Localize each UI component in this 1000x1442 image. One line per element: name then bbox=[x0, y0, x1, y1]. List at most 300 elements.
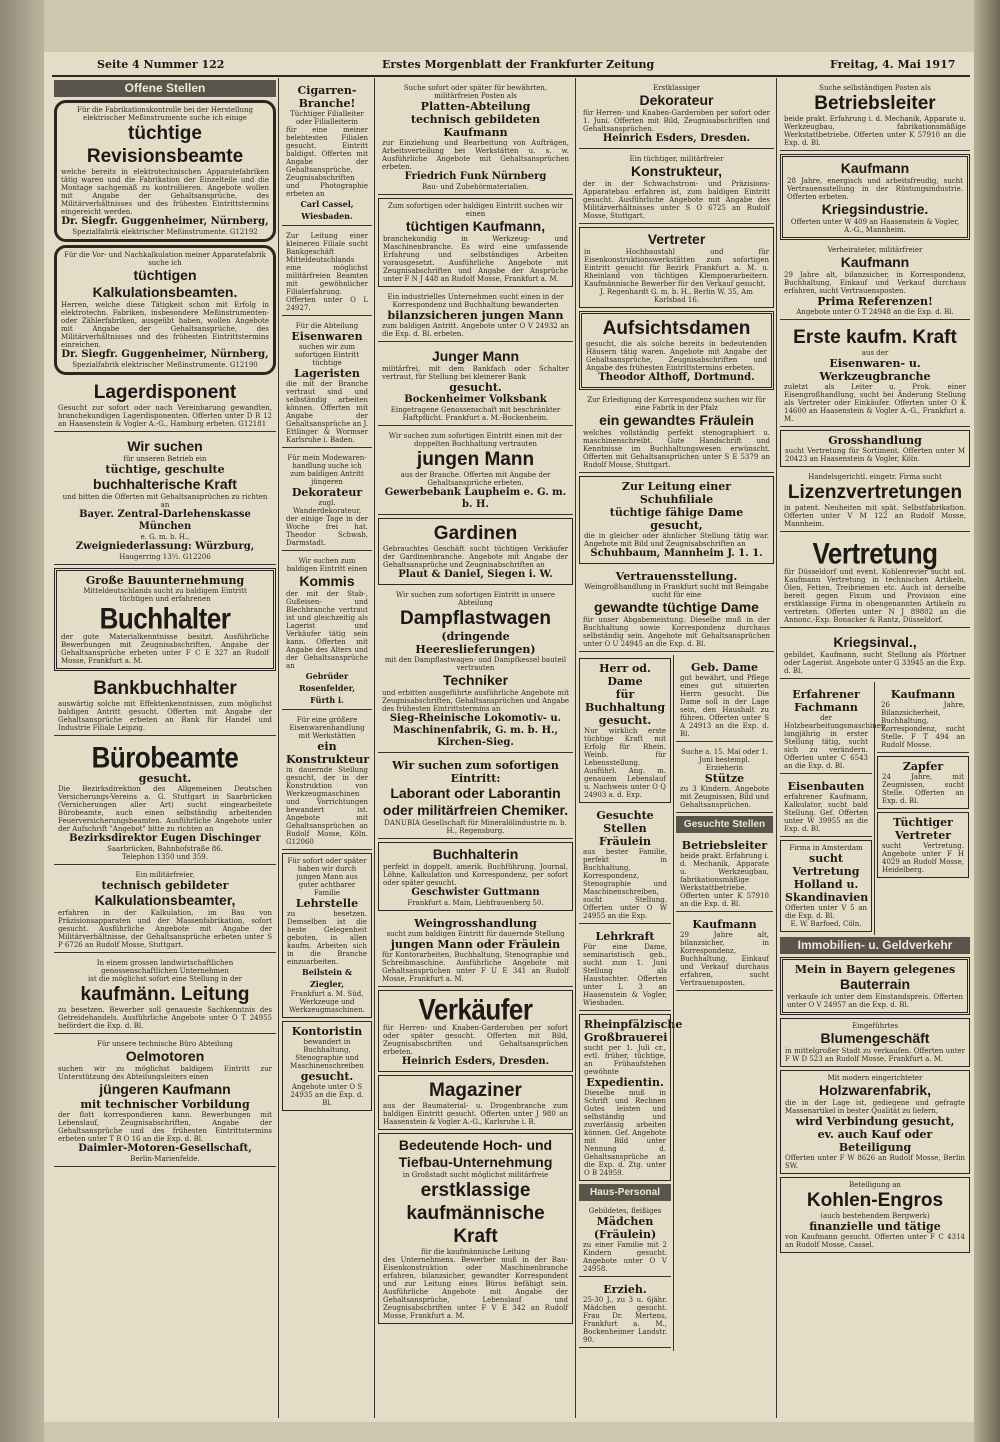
ad-signature: Plaut & Daniel, Siegen i. W. bbox=[398, 569, 553, 580]
ad-body: für Düsseldorf und event. Kohlenrevier sucht sol. Kaufmann Vertretung in technischen Artikeln, Ölen, Fetten, Treibriemen etc. Auch ist derselbe bereit gegen Fixum und Provision eine erstklassige Firma in obengenannten Artikeln zu vertreten. Offerten unter N J 89802 an die Annonc.-Exp. Bonacker & Rantz, Düsseldorf. bbox=[784, 568, 966, 624]
ad-intro: In einem grossen landwirtschaftlichen genossenschaftlichen Unternehmen bbox=[96, 959, 234, 975]
ad-title: oder militärfreien Chemiker. bbox=[382, 802, 569, 818]
ad-subline: ev. auch Kauf oder Beteiligung bbox=[817, 1128, 933, 1154]
ad-grossbrauerei bbox=[579, 1014, 683, 1181]
ad-vertrauensstellung bbox=[579, 567, 774, 652]
ad-body: aus der Branche. Offerten mit Angabe der Gehaltsansprüche erbeten. bbox=[400, 471, 551, 487]
ad-intro: Wir suchen zum sofortigen Eintritt in unsere Abteilung bbox=[395, 591, 556, 607]
ad-title: erstklassige kaufmännische Kraft bbox=[406, 1180, 545, 1247]
ad-zapfer bbox=[877, 756, 969, 809]
ad-signature: Gebrüder Rosenfelder, Fürth i. bbox=[298, 671, 356, 705]
ad-intro: Firma in Amsterdam bbox=[789, 844, 863, 852]
ad-body: die in gleicher oder ähnlicher Stellung tätig war. Angebote mit Bild und Zeugnisabschriften an bbox=[584, 532, 769, 548]
ad-body: 24 Jahre, mit Zeugnissen, sucht Stelle. Offerten an Exp. d. Bl. bbox=[882, 773, 964, 805]
ad-title: Kriegsindustrie. bbox=[821, 201, 929, 217]
ad-kriegsinvalide bbox=[780, 631, 970, 679]
ad-intro: Für die Fabrikationskontrolle bei der Herstellung elektrischer Meßinstrumente suche ich einige bbox=[76, 106, 253, 122]
ad-title: Betriebsleiter bbox=[681, 839, 768, 852]
ad-title: gewandte tüchtige Dame bbox=[594, 599, 759, 615]
ad-jungen-mann bbox=[378, 429, 573, 515]
ad-title: Geb. Dame bbox=[690, 661, 759, 674]
ad-title: Grosshandlung bbox=[828, 434, 922, 447]
ad-title: Verkäufer bbox=[418, 991, 533, 1027]
ad-title: Buchhalter bbox=[99, 600, 231, 636]
ad-title: Lehrkraft bbox=[595, 930, 655, 943]
ad-intro: Beteiligung an bbox=[849, 1181, 901, 1189]
ad-title: Mädchen (Fräulein) bbox=[593, 1215, 657, 1241]
ad-body: die in der Lage ist, gediegene und gefragte Massenartikel in bester Qualität zu liefern, bbox=[785, 1099, 965, 1115]
ad-body: in Hochbaustahl und für Eisenkonstruktionswerkstätten zum sofortigen Eintritt gesucht für Bezirk Frankfurt a. M. u. Rheinland von tüchtigen Klempnerarbeitern. Kaufmännische Bewerber für den Verkauf gesucht. bbox=[584, 248, 769, 288]
ad-title: Lageristen bbox=[294, 367, 360, 380]
ad-body: sucht Vertretung. Angebote unter F H 4029 an Rudolf Mosse, Heidelberg. bbox=[882, 842, 964, 874]
ad-title: tüchtige fähige Dame gesucht, bbox=[609, 506, 744, 532]
header-page-number: Seite 4 Nummer 122 bbox=[97, 58, 225, 71]
ad-signature: Theodor Althoff, Dortmund. bbox=[598, 372, 755, 383]
ad-address: Berlin-Marienfelde. bbox=[130, 1155, 200, 1163]
ad-body: aus der Baumaterial- u. Drogenbranche zum baldigen Eintritt gesucht. Offerten unter J 980 an Haasenstein & Vogler A.-G., Karlsruhe i. B. bbox=[383, 1102, 568, 1126]
ad-magaziner bbox=[378, 1075, 573, 1130]
ad-body: verkaufe ich unter dem Einstandspreis. Offerten unter O V 24957 an die Exp. d. Bl. bbox=[787, 993, 963, 1009]
ad-body: welche bereits in elektrotechnischen Apparatefabriken tätig waren und die Fabrikation der Einzelteile und die Montage sachgemäß zu kontrollieren. Angebote wollen mit Angabe der Gehaltsansprüche, des Militärverhältnisses und des frühesten Eintrittstermins eingereicht werden. bbox=[61, 168, 269, 216]
ad-body: 26 Jahre, Bilanzsicherheit, Buchhaltung, Korrespondenz, sucht Stelle. F T 494 an Rudolf Mosse. bbox=[881, 701, 965, 749]
ad-address: Frankfurt a. M. Süd, Werkzeuge und Werkzeugmaschinen. bbox=[289, 990, 365, 1014]
ad-title: Stütze bbox=[704, 772, 745, 785]
ad-body: 28 Jahre, energisch und arbeitsfreudig, sucht Vertrauensstellung in der Rüstungsindustrie. Offerten erbeten. bbox=[787, 177, 963, 201]
ad-body: Für eine Dame, seminaristisch geb., sucht zum 1. Juni Stellung als Haustochter. Offerten unter L 3 an Haasenstein & Vogler, Wiesbaden. bbox=[583, 943, 667, 1007]
ad-body: für Herren- und Knaben-Garderoben per sofort oder 1. Juni. Offerten mit Bild, Zeugnisabschriften und Gehaltsansprüchen. bbox=[583, 109, 770, 133]
ad-intro: Handelsgerichtl. eingetr. Firma sucht bbox=[808, 473, 942, 481]
ad-intro: in Großstadt sucht möglichst militärfreie bbox=[402, 1171, 549, 1179]
ad-intro: Große Bauunternehmung bbox=[85, 574, 245, 587]
ad-title: Lehrstelle bbox=[295, 897, 359, 910]
ad-text: Mitteldeutschlands sucht zu baldigem Eintritt bbox=[83, 587, 247, 595]
column-divider bbox=[374, 78, 375, 1418]
ad-subline: gesucht. bbox=[449, 381, 502, 394]
ad-title: Erfahrener Fachmann bbox=[792, 688, 860, 714]
ad-intro: Für die Abteilung bbox=[295, 322, 359, 330]
ad-address: Angebote unter O S 24935 an die Exp. d. Bl. bbox=[290, 1083, 364, 1107]
ad-gardinen bbox=[378, 518, 573, 585]
ad-holzwarenfabrik bbox=[780, 1070, 970, 1174]
ad-kommis bbox=[282, 554, 372, 710]
ad-text: mit den Dampflastwagen- und Dampfkessel bauteil vertrauten bbox=[384, 656, 567, 672]
ad-body: Die Bezirksdirektion des Allgemeinen Deutschen Versicherungs-Vereins a. G. Stuttgart in Saarbrücken (Versicherungen aller Art) sucht eingearbeitete Bürobeamte, auch einen selbständig arbeitenden Feuerversicherungsbeamten. Ausführliche Angebote unter der Aufschrift "Angebot" bitte zu richten an bbox=[58, 785, 272, 833]
ad-subline: für die kaufmännische Leitung bbox=[420, 1248, 531, 1256]
ad-signature: Daimler-Motoren-Gesellschaft, bbox=[78, 1143, 252, 1154]
ad-title: Eisenwaren bbox=[291, 330, 363, 343]
two-column-block bbox=[577, 655, 776, 1351]
ad-subline: Spezialfabrik elektrischer Meßinstrumente. G12192 bbox=[72, 228, 258, 236]
ad-body: in dauernde Stellung gesucht, der in der Konstruktion von Werkzeugmaschinen und Vorrichtungen bewandert ist. Angebote mit Gehaltsansprüchen an Rudolf Mosse, Köln. G12060 bbox=[286, 766, 368, 846]
ad-text: ist die möglichst sofort eine Stellung in der bbox=[88, 975, 242, 983]
ad-bilanzsicher bbox=[378, 290, 573, 342]
ad-text: sucht zum baldigen Eintritt für dauernde Stellung bbox=[386, 930, 565, 938]
ad-title: ein gewandtes Fräulein bbox=[599, 412, 754, 428]
ad-signature: DANUBIA Gesellschaft für Mineralölindustrie m. b. H., Regensburg. bbox=[384, 819, 567, 835]
ad-title: technisch gebildeten Kaufmann bbox=[410, 113, 541, 139]
ad-title: Tüchtiger Vertreter bbox=[893, 816, 953, 842]
ad-intro: Gebildetes, fleißiges bbox=[588, 1207, 662, 1215]
ad-intro: Erstklassiger bbox=[653, 84, 700, 92]
ad-gewandtes-fraeulein bbox=[579, 393, 774, 473]
ad-lagerdisponent bbox=[54, 378, 276, 432]
ad-junger-mann-bank bbox=[378, 345, 573, 426]
ad-body: Zur Leitung einer kleineren Filiale sucht Bankgeschäft Mitteldeutschlands eine möglichst militärfreien Beamten mit gewöhnlicher Filialerfahrung. Offerten unter O L 24927. bbox=[286, 232, 368, 312]
ad-signature: Zweigniederlassung: Würzburg, bbox=[75, 541, 255, 552]
ad-body: Herren, welche diese Tätigkeit schon mit Erfolg in elektrotechn. Fabriken, insbesondere Meßinstrumenten- oder Zählerfabriken, ausgeübt haben, wollen Angebote mit Angabe der Gehaltsansprüche, des Militärverhältnisses und des frühesten Eintrittstermins einreichen. bbox=[61, 301, 269, 349]
ad-body: zu besetzen. Bewerber soll genaueste Sachkenntnis des Getreidehandels. Ausführliche Angebote unter O T 24955 befördert die Exp. d. Bl. bbox=[58, 1006, 272, 1030]
ad-title: Buchhalterin bbox=[432, 846, 519, 862]
ad-title: Platten-Abteilung bbox=[420, 100, 531, 113]
ad-body: branchekundig in Werkzeug- und Maschinenbranche. Es wird eine umfassende Erfahrung und selbständiges Arbeiten vorausgesetzt. Ausführliche Angebote mit Zeugnisabschriften und Angabe der Ansprüche unter F N J 448 an Rudolf Mosse, Frankfurt a. M. bbox=[383, 235, 568, 283]
section-title-haus-personal: Haus-Personal bbox=[579, 1184, 671, 1201]
ad-body: suchen wir zu möglichst baldigem Eintritt zur Unterstützung des Abteilungsleiters einen bbox=[58, 1065, 272, 1081]
ad-intro: Suche sofort oder später für bewährten, militärfreien Posten als bbox=[403, 84, 548, 100]
ad-title: sucht Vertretung bbox=[792, 852, 860, 878]
ad-body: 29 Jahre alt, bilanzsicher, in Korrespondenz, Buchhaltung, Einkauf und Verkauf durchaus erfahren, sucht Vertrauensposten. bbox=[680, 931, 769, 987]
column-divider bbox=[575, 78, 576, 1418]
ad-body: Gebrauchtes Geschäft sucht tüchtigen Verkäufer der Gardinenbranche. Angebote mit Angabe der Gehaltsansprüche und Zeugnisabschriften an bbox=[383, 545, 568, 569]
ad-body: 25-30 J., zu 3 u. 6jähr. Mädchen gesucht. Frau Dr. Mertens, Frankfurt a. M., Bockenheimer Landstr. 90. bbox=[583, 1296, 667, 1344]
ad-title: Junger Mann bbox=[431, 348, 520, 364]
ad-vertretung bbox=[780, 535, 970, 628]
ad-title: finanzielle und tätige bbox=[809, 1220, 941, 1233]
book-spine bbox=[0, 0, 44, 1442]
ad-verkaeufer bbox=[378, 990, 573, 1072]
ad-address: Saarbrücken, Bahnhofstraße 86. bbox=[107, 845, 223, 853]
ad-signature: Carl Cassel, Wiesbaden. bbox=[300, 199, 354, 221]
ad-subline: zugl. Wanderdekorateur, bbox=[292, 499, 362, 515]
ad-body: und erbitten ausgeführte ausführliche Angebote mit Zeugnisabschriften, Gehaltsansprüchen und Angabe des frühesten Eintrittstermins an bbox=[382, 689, 569, 713]
ad-body: sucht Vertretung für Sortiment. Offerten unter M 20423 an Haasenstein & Vogler, Köln. bbox=[785, 447, 965, 463]
ad-stuetze bbox=[676, 745, 773, 813]
ad-kontoristin bbox=[282, 1021, 372, 1111]
ad-body: Gesucht zur sofort oder nach Vereinbarung gewandten, branchekundigen Lagerdisponenten. Offerten unter D R 12 an Haasenstein & Vogler A.-G., Hamburg erbeten. G12181 bbox=[58, 404, 272, 428]
column-2 bbox=[280, 78, 374, 1418]
ad-kaufmann-26 bbox=[877, 685, 969, 753]
ad-title: Fräulein bbox=[599, 835, 651, 848]
ad-title: Bürobeamte bbox=[91, 739, 239, 775]
ad-fraeulein-gesuch bbox=[579, 806, 671, 924]
ad-intro: Suche selbständigen Posten als bbox=[819, 84, 931, 92]
ad-title: Techniker bbox=[442, 672, 509, 688]
ad-grosshandlung bbox=[780, 430, 970, 467]
ad-title: Bedeutende Hoch- und Tiefbau-Unternehmung bbox=[398, 1137, 553, 1170]
ad-bankbuchhalter bbox=[54, 674, 276, 736]
ad-laborant bbox=[378, 756, 573, 839]
ad-kriegsindustrie bbox=[780, 154, 970, 240]
ad-intro: Wir suchen bbox=[127, 438, 203, 454]
ad-signature: Bockenheimer Volksbank bbox=[404, 394, 547, 405]
ad-intro: Wir suchen zum sofortigen Eintritt einen mit der doppelten Buchhaltung vertrauten bbox=[388, 432, 563, 448]
ad-body: der flott korrespondieren kann. Bewerbungen mit Lebenslauf, Zeugnisabschriften, Angabe der Gehaltsansprüche und des frühesten Eintrittstermins erbeten unter T B O 16 an die Exp. d. Bl. bbox=[58, 1111, 272, 1143]
ad-signature: Schuhbaum, Mannheim J. 1. 1. bbox=[590, 548, 763, 559]
ad-title: Cigarren-Branche! bbox=[297, 84, 357, 110]
ad-intro: Zum sofortigen oder baldigen Eintritt suchen wir einen bbox=[387, 202, 564, 218]
ad-title: Expedientin. bbox=[586, 1076, 664, 1089]
ad-title: Erste kaufm. Kraft bbox=[793, 327, 957, 348]
ad-title: Lagerdisponent bbox=[93, 382, 237, 403]
ad-body: zu 3 Kindern. Angebote mit Zeugnissen, Bild und Gehaltsansprüchen. bbox=[680, 785, 769, 809]
ad-title: Oelmotoren bbox=[125, 1048, 205, 1064]
ad-title: Eisenbauten bbox=[787, 780, 865, 793]
ad-body: militärfrei, mit dem Bankfach oder Schalter vertraut, für Stellung bei kleinerer Bank bbox=[382, 365, 569, 381]
ad-title: Kommis bbox=[299, 573, 355, 589]
ad-buerobeamte bbox=[54, 739, 276, 865]
ad-subline: der Holzbearbeitungsmaschinen bbox=[784, 714, 886, 730]
ad-title: Bankbuchhalter bbox=[93, 678, 237, 699]
ad-lehrkraft bbox=[579, 927, 671, 1011]
ad-title: Kohlen-Engros bbox=[806, 1190, 944, 1211]
subcolumn-left bbox=[577, 655, 683, 1351]
ad-title: Blumengeschäft bbox=[820, 1030, 930, 1046]
ad-vertreter bbox=[579, 227, 774, 308]
ad-body: langjährig in erster Stellung tätig, sucht sich zu verändern. Offerten unter C 6543 an die Exp. d. Bl. bbox=[784, 730, 868, 770]
ad-kalkulationsbeamten bbox=[54, 245, 276, 375]
ad-signature: Dr. Siegfr. Guggenheimer, Nürnberg, bbox=[61, 349, 269, 360]
ad-title: Laborant oder Laborantin bbox=[390, 785, 561, 801]
ad-title: Mein in Bayern gelegenes bbox=[794, 963, 956, 976]
ad-herr-od-dame bbox=[579, 658, 671, 803]
ad-body: für eine meiner belebtesten Filialen gesucht. Eintritt baldigst. Offerten mit Angabe der Gehaltsansprüche, Zeugnisabschriften und Photographie erbeten an bbox=[286, 126, 368, 198]
ad-platten-abteilung bbox=[378, 81, 573, 195]
ad-body: 29 Jahre alt, bilanzsicher, in Korrespondenz, Buchhaltung, Einkauf und Verkauf durchaus erfahren, sucht Vertrauensposten. bbox=[784, 271, 966, 295]
ad-subline: e. G. m. b. H., bbox=[140, 533, 190, 541]
ad-signature: Heinrich Esders, Dresden. bbox=[401, 1056, 550, 1067]
ad-body: und bitten die Offerten mit Gehaltsansprüchen zu richten an bbox=[62, 493, 268, 509]
ad-subline: für Buchhaltung gesucht. bbox=[584, 688, 666, 727]
ad-title: buchhalterische Kraft bbox=[93, 476, 237, 492]
ad-signature: Sieg-Rheinische Lokomotiv- u. Maschinenfabrik, G. m. b. H., Kirchen-Sieg. bbox=[389, 713, 562, 748]
ad-title: Gardinen bbox=[433, 523, 518, 544]
ad-erzieherin bbox=[579, 1280, 671, 1348]
ad-body: Offerten unter F W 8626 an Rudolf Mosse, Berlin SW. bbox=[785, 1154, 965, 1170]
column-4 bbox=[577, 78, 776, 1418]
ad-title: jungen Mann oder Fräulein bbox=[390, 938, 561, 951]
ad-title: tüchtigen Kalkulationsbeamten. bbox=[92, 267, 238, 300]
ad-title: Herr od. Dame bbox=[599, 662, 651, 688]
ad-signature: Dr. Siegfr. Guggenheimer, Nürnberg, bbox=[61, 216, 269, 227]
ad-body: zum baldigen Antritt. Angebote unter O V 24932 an die Exp. d. Bl. erbeten. bbox=[382, 322, 569, 338]
ad-title: Vertrauensstellung. bbox=[615, 570, 738, 583]
ad-intro: Eingeführtes bbox=[852, 1022, 898, 1030]
ad-intro: Weingrosshandlung bbox=[414, 917, 537, 930]
ad-intro: Mit modern eingerichteter bbox=[827, 1074, 923, 1082]
ad-intro: Für mein Modewaren-handlung suche ich zum baldigen Antritt jüngeren bbox=[287, 454, 367, 486]
ad-text: tüchtige, geschulte bbox=[105, 463, 225, 476]
subcolumn-left bbox=[778, 682, 886, 935]
ad-intro: Weingroßhandlung in Frankfurt sucht mit Beingabe sucht für eine bbox=[584, 583, 769, 599]
column-divider bbox=[776, 78, 777, 1418]
ad-dekorateur bbox=[282, 451, 372, 551]
ad-body: welches vollständig perfekt stenographiert u. maschinenschreibt. Gute Handschrift und Kenntnisse im Buchhaltungswesen erwünscht. Offerten mit Gehaltsansprüchen unter S E 5379 an Rudolf Mosse, Stuttgart. bbox=[583, 429, 770, 469]
ad-title: Kalkulationsbeamter, bbox=[94, 892, 236, 908]
ad-lehrstelle bbox=[282, 853, 372, 1018]
ad-title: Kaufmann bbox=[890, 688, 956, 701]
ad-subline: Tüchtiger Filialleiter bbox=[290, 110, 364, 118]
ad-title: Vertretung bbox=[812, 535, 938, 571]
ad-dampflastwagen bbox=[378, 588, 573, 753]
ad-body: perfekt in doppelt. amerik. Buchführung, Journal, Löhne, Kalkulation und Korrespondenz, per sofort oder später gesucht. bbox=[383, 863, 568, 887]
ad-title: kaufmänn. Leitung bbox=[80, 984, 250, 1005]
ad-title: jüngeren Kaufmann bbox=[99, 1081, 231, 1097]
ad-signature: E. W. Barfoed, Cöln. bbox=[790, 920, 862, 928]
ad-body: für Herren- und Knaben-Garderoben per sofort oder später gesucht. Offerten mit Bild, Zeugnisabschriften und Gehaltsansprüchen erbeten. bbox=[383, 1024, 568, 1056]
ad-bauterrain bbox=[780, 957, 970, 1015]
header-rule bbox=[52, 75, 970, 77]
ad-intro: Wir suchen zum sofortigen Eintritt: bbox=[392, 759, 559, 785]
ad-title: tüchtige Revisionsbeamte bbox=[86, 123, 244, 167]
ad-address: Offerten unter W 409 an Haasenstein & Vogler, A.-G., Mannheim. bbox=[790, 218, 960, 234]
ad-body: Nur wirklich erste tüchtige Kraft mit Erfolg für Rhein. Weinb. für Lebensstellung. Ausführl. Ang. m. genauem Lebenslauf u. Nachweis unter O Q 24903 a. d. Exp. bbox=[584, 727, 666, 799]
ad-revisionsbeamte bbox=[54, 100, 276, 242]
ad-body: der mit der Stab-, Gußeisen- und Blechbranche vertraut ist und gleichzeitig als Lagerist und Verkäufer tätig sein kann. Offerten mit Angabe des Alters und der Gehaltsansprüche an bbox=[286, 590, 368, 670]
ad-signature: Geschwister Guttmann bbox=[411, 887, 540, 898]
ad-title: Bauterrain bbox=[839, 976, 911, 992]
ad-filiale-bank bbox=[282, 229, 372, 316]
ad-lizenzvertretungen bbox=[780, 470, 970, 532]
ad-intro: Für eine größere Eisenwarenhandlung mit Werkstätten bbox=[289, 716, 365, 740]
ad-schuhfiliale bbox=[579, 476, 774, 564]
ad-text: tüchtigen und erfahrenen bbox=[119, 595, 211, 603]
ad-signature: Beilstein & Ziegler, bbox=[301, 967, 353, 989]
ad-address: Eingetragene Genossenschaft mit beschränkter Haftpflicht. Frankfurt a. M.-Bockenheim. bbox=[390, 406, 561, 422]
column-1 bbox=[52, 78, 278, 1418]
ad-body: von Kaufmann gesucht. Offerten unter F C 4314 an Rudolf Mosse, Cassel. bbox=[785, 1233, 965, 1249]
ad-body: für Kontorarbeiten, Buchhaltung, Stenographie und Schreibmaschine. Ausführliche Angebote mit Gehaltsansprüchen unter F U E 341 an Rudolf Mosse, Frankfurt a. M. bbox=[382, 951, 569, 983]
ad-maedchen bbox=[579, 1204, 671, 1277]
ad-body: erfahren in der Kalkulation, im Bau von Präzisionsapparaten und der Massenfabrikation, sofort gesucht. Ausführliche Angebote mit Angabe der Militärverhältnisse, der Gehaltsansprüche erbeten unter S P 6726 an Rudolf Mosse, Stuttgart. bbox=[58, 909, 272, 949]
ad-intro: aus der bbox=[861, 349, 889, 357]
section-title-offene-stellen: Offene Stellen bbox=[54, 80, 276, 97]
ad-body: beide prakt. Erfahrung i. d. Mechanik, Apparate u. Werkzeugbau, fabrikationsmäßige Werkstattbetriebe. Offerten unter K 57910 an die Exp. d. Bl. bbox=[680, 852, 769, 908]
ad-title: Eisenwaren- u. Werkzeugbranche bbox=[819, 357, 931, 383]
ad-title: tüchtigen Kaufmann, bbox=[405, 218, 546, 234]
ad-intro: Für sofort oder später haben wir durch jungen Mann aus guter achtbarer Familie bbox=[287, 857, 367, 897]
ad-intro: Für die Vor- und Nachkalkulation meiner Apparatefabrik suche ich bbox=[64, 251, 266, 267]
ad-signature: Gewerbebank Laupheim e. G. m. b. H. bbox=[384, 487, 567, 510]
ad-erfahrener-fachmann bbox=[780, 685, 886, 774]
ad-body: die mit der Branche vertraut sind und selbständig arbeiten können. Offerten mit Angabe der Gehaltsansprüche an J. Ettlinger & Wormser Karlsruhe i. Baden. bbox=[286, 380, 368, 444]
ad-body: in patent. Neuheiten mit spät. Selbstfabrikation. Offerten unter V M 122 an Rudolf Mosse, Mannheim. bbox=[784, 504, 966, 528]
ad-text: für unseren Betrieb ein bbox=[123, 455, 207, 463]
ad-body: des Unternehmens. Bewerber muß in der Bau- Eisenkonstruktion oder Maschinenbranche erfahren, bilanzsicher, gewandter Korrespondent und zur Leitung eines Büros befähigt sein. Ausführliche Angebote mit Angabe der Gehaltsansprüche, Lebenslauf und Zeugnisabschriften unter F V E 342 an Rudolf Mosse, Frankfurt a. M. bbox=[383, 1256, 568, 1320]
ad-subline: (auch bestehendem Bergwerk) bbox=[820, 1212, 930, 1220]
ad-cigarren-branche bbox=[282, 81, 372, 226]
ad-konstrukteur-stuttgart bbox=[579, 152, 774, 224]
ad-title: Vertreter bbox=[647, 231, 706, 247]
two-column-block bbox=[778, 682, 972, 935]
ad-title: Holzwarenfabrik, bbox=[818, 1082, 932, 1098]
ad-betriebsleiter-gesuch bbox=[676, 836, 773, 912]
ad-signature: Heinrich Esders, Dresden. bbox=[602, 133, 751, 144]
ad-hoch-tiefbau bbox=[378, 1133, 573, 1324]
ad-title: Kaufmann bbox=[840, 254, 910, 270]
ad-address: Frankfurt a. Main, Liebfrauenberg 50. bbox=[407, 899, 544, 907]
ad-kalkulationsbeamter bbox=[54, 868, 276, 953]
ad-intro: Suche a. 15. Mai oder 1. Juni bestempl. Erzieherin bbox=[681, 748, 768, 772]
ad-dekorateur-esders bbox=[579, 81, 774, 149]
ad-title: Dekorateur bbox=[291, 486, 363, 499]
ad-intro: Verheirateter, militärfreier bbox=[827, 246, 923, 254]
ad-buchhalter bbox=[54, 568, 276, 671]
ad-firma-amsterdam bbox=[780, 840, 872, 932]
ad-title: Holland u. Skandinavien bbox=[785, 878, 869, 904]
ad-body: gut bewährt, und Pflege eines gut situierten Herrn gesucht. Die Dame soll in der Lage sein, den Haushalt zu führen. Offerten unter S A 24913 an die Exp. d. Bl. bbox=[680, 674, 769, 738]
ad-body: bewandert in Buchhaltung, Stenographie und Maschinenschreiben bbox=[290, 1038, 364, 1070]
ad-body: aus bester Familie, perfekt in Buchhaltung, Korrespondenz, Stenographie und Maschinenschreiben, sucht Stellung. Offerten unter O W 24955 an die Exp. bbox=[583, 848, 667, 920]
ad-text: suchen wir zum sofortigen Eintritt tüchtige bbox=[294, 343, 360, 367]
ad-body: der einige Tage in der Woche frei hat. Theodor Schwab, Darmstadt. bbox=[286, 515, 368, 547]
ad-title: bilanzsicheren jungen Mann bbox=[387, 309, 564, 322]
subcolumn-right bbox=[673, 655, 775, 1351]
ad-subline: oder Filialleiterin bbox=[295, 118, 359, 126]
ad-blumengeschaeft bbox=[780, 1018, 970, 1067]
ad-body: beide prakt. Erfahrung i. d. Mechanik, Apparate u. Werkzeugbau, fabrikationsmäßige Werkstattbetriebe. Offerten unter K 57910 an die Exp. d. Bl. bbox=[784, 115, 966, 147]
ad-body: der in der Schwachstrom- und Präzisions-Apparatebau erfahren ist, zum baldigen Eintritt gesucht. Ausführliche Angebote mit Angabe des Militärverhältnisses unter S O 6725 an Rudolf Mosse, Stuttgart. bbox=[583, 180, 770, 220]
subcolumn-right bbox=[874, 682, 971, 935]
ad-erste-kaufm-kraft bbox=[780, 323, 970, 427]
ad-title: Kaufmann bbox=[840, 160, 910, 176]
ad-oelmotoren bbox=[54, 1037, 276, 1167]
ad-body: gebildet, Kaufmann, sucht Stellung als Pförtner oder Lagerist. Angebote unter G 33945 an die Exp. d. Bl. bbox=[784, 651, 966, 675]
ad-intro: Zur Erledigung der Korrespondenz suchen wir für eine Fabrik in der Pfalz bbox=[587, 396, 766, 412]
ad-body: sucht per 1. Juli cr., evtl. früher, tüchtige, an Frühaufstehen gewöhnte bbox=[584, 1044, 666, 1076]
section-title-gesuchte-stellen: Gesuchte Stellen bbox=[676, 816, 773, 833]
ad-body: zuletzt als Leiter u. Prok. einer Eisengroßhandlung, sucht bei Änderung Stellung als Vertreter oder Einkäufer. Offerten unter O K 14600 an Haasenstein & Vogler A.-G., Frankfurt a. M. bbox=[784, 383, 966, 423]
ad-body: zu besetzen. Demselben ist die beste Gelegenheit geboten, in allen kaufm. Arbeiten sich in die Branche einzuarbeiten. bbox=[287, 910, 367, 966]
ad-konstrukteur bbox=[282, 713, 372, 850]
ad-intro: Wir suchen zum baldigen Eintritt einen bbox=[286, 557, 368, 573]
ad-subline: Bau- und Zubehörmaterialien. bbox=[421, 183, 530, 191]
ad-body: zur Einziehung und Bearbeitung von Aufträgen, Arbeitsverteilung bei Werkstätten u. s. w. Ausführliche Angebote mit Gehaltsansprüchen erbeten. bbox=[382, 139, 569, 171]
ad-title: Erzieh. bbox=[603, 1283, 647, 1296]
ad-weingrosshandlung bbox=[378, 914, 573, 987]
ad-signature: J. Regenhardt G. m. b. H., Berlin W. 35, Am Karlsbad 16. bbox=[600, 288, 753, 304]
ad-lageristen bbox=[282, 319, 372, 448]
ad-signature: Friedrich Funk Nürnberg bbox=[404, 171, 547, 182]
ad-junger-kaufmann-gesuch bbox=[676, 915, 773, 991]
ad-body: Angebote unter O T 24948 an die Exp. d. Bl. bbox=[796, 308, 954, 316]
ad-subline: mit technischer Vorbildung bbox=[80, 1098, 250, 1111]
ad-title: Dekorateur bbox=[639, 92, 714, 108]
ad-signature: Bezirksdirektor Eugen Dischinger bbox=[69, 833, 261, 844]
ad-title: Zapfer bbox=[902, 760, 944, 773]
ad-subline: Spezialfabrik elektrischer Meßinstrumente. G12190 bbox=[72, 361, 258, 369]
ad-signature: Bayer. Zentral-Darlehenskasse München bbox=[79, 509, 251, 532]
ad-text: technisch gebildeter bbox=[101, 879, 229, 892]
ad-body: Offerten unter V 5 an die Exp. d. Bl. bbox=[785, 904, 867, 920]
ad-eisenbauten bbox=[780, 777, 872, 837]
ad-title: jungen Mann bbox=[416, 449, 535, 470]
ad-tuechtiger-vertreter bbox=[877, 812, 969, 878]
ad-aufsichtsdamen bbox=[579, 311, 774, 390]
column-divider bbox=[278, 78, 279, 1418]
ad-subline: gesucht. bbox=[138, 772, 192, 785]
ad-telephone: Telephon 1350 und 359. bbox=[122, 853, 208, 861]
ad-title: ein Konstrukteur bbox=[286, 740, 370, 766]
ad-title: Magaziner bbox=[429, 1080, 522, 1101]
ad-tuechtigen-kaufmann bbox=[378, 198, 573, 287]
ad-intro: Zur Leitung einer Schuhfiliale bbox=[621, 480, 732, 506]
section-title-immobilien: Immobilien- u. Geldverkehr bbox=[780, 937, 970, 954]
ad-subline: (dringende Heereslieferungen) bbox=[415, 630, 536, 656]
ad-title: Dampflastwagen bbox=[400, 608, 551, 629]
ad-betriebsleiter bbox=[780, 81, 970, 151]
ad-intro: Ein industrielles Unternehmen sucht einen in der Korrespondenz und Buchhaltung bewanderten bbox=[387, 293, 564, 309]
ad-title: Kaufmann bbox=[692, 918, 757, 931]
header-newspaper-title: Erstes Morgenblatt der Frankfurter Zeitung bbox=[382, 58, 655, 71]
